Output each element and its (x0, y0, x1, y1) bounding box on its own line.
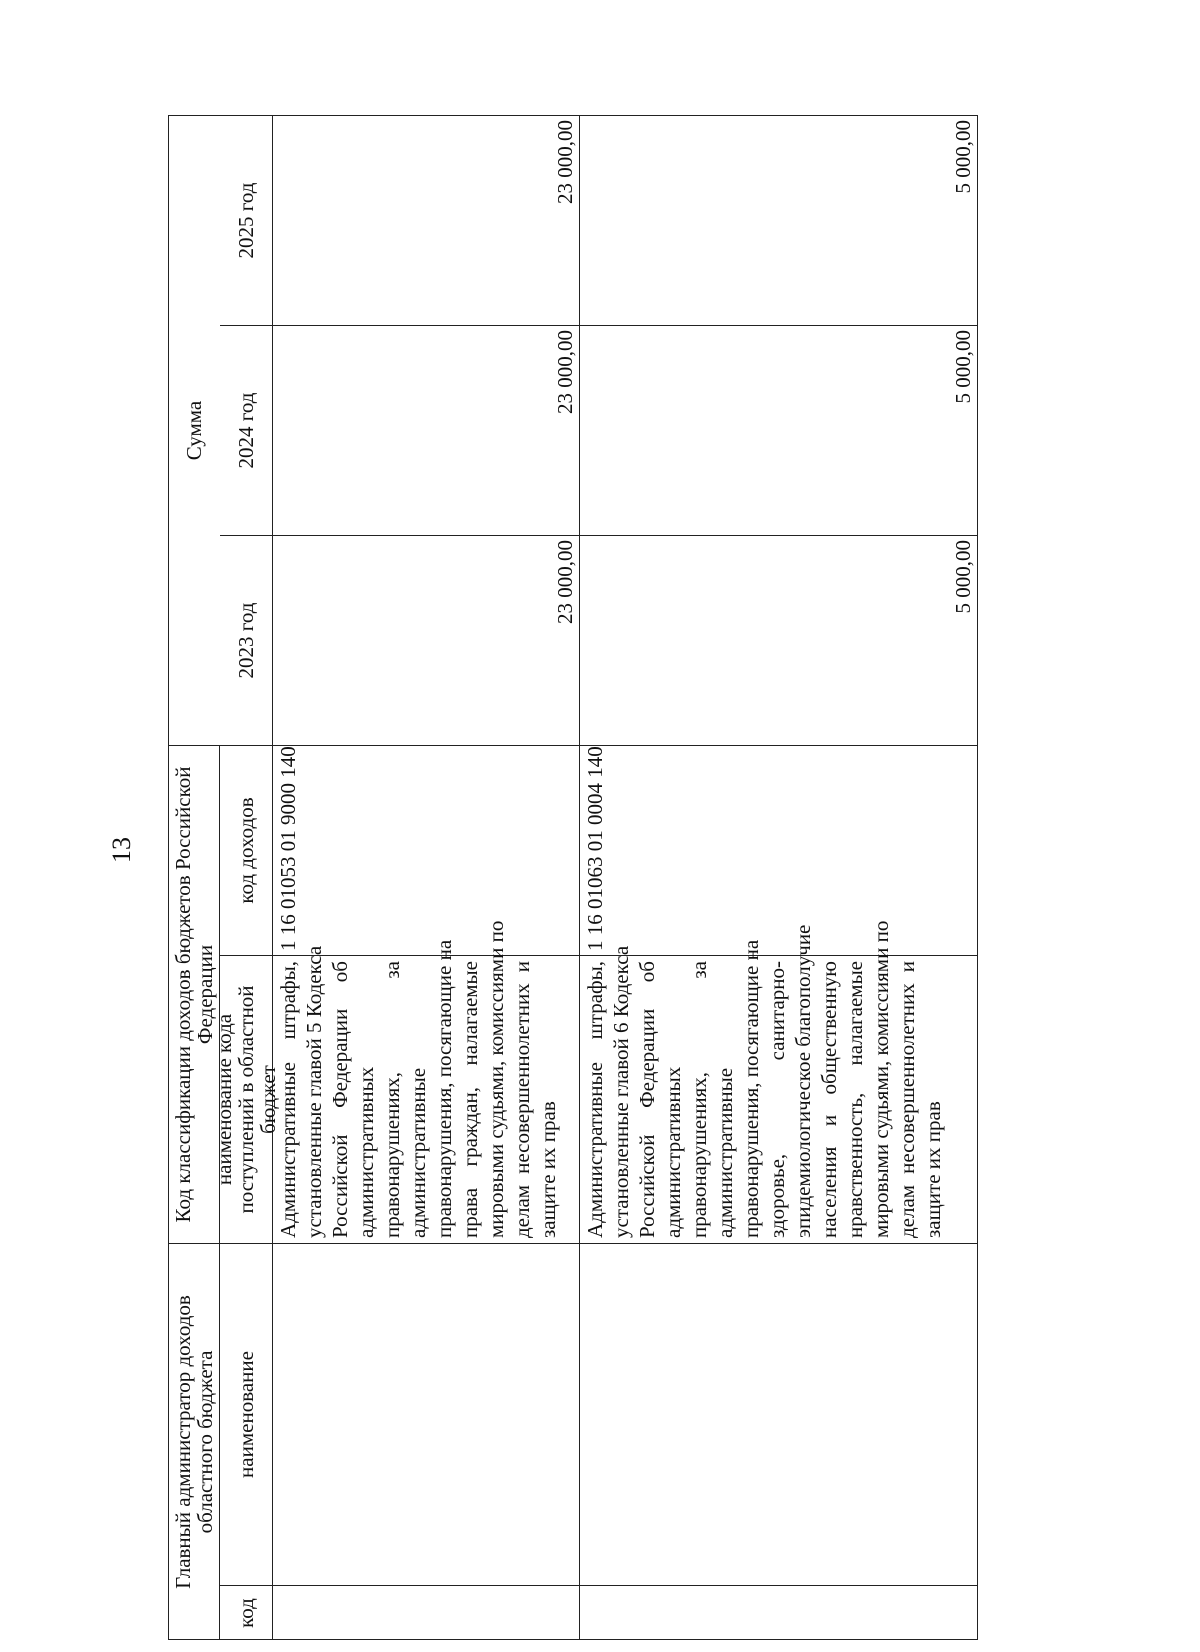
row1-sum-2024: 23 000,00 (273, 325, 580, 535)
desc-line: населения и общественную (817, 961, 841, 1238)
desc-line: правонарушениях, за (380, 961, 404, 1238)
header-income-name: наименование кода поступлений в областной бюджет (220, 955, 273, 1243)
header-admin-code: код (220, 1585, 273, 1640)
row1-sum-2023: 23 000,00 (273, 535, 580, 745)
desc-line: Российской Федерации об (328, 961, 352, 1238)
desc-line: здоровье, санитарно- (765, 961, 789, 1238)
desc-line: правонарушениях, за (687, 961, 711, 1238)
desc-line: делам несовершеннолетних и (510, 961, 534, 1238)
header-classification-group: Код классификации доходов бюджетов Российской Федерации (168, 745, 220, 1243)
desc-line: правонарушения, посягающие на (432, 939, 456, 1238)
row2-admin-code (580, 1585, 978, 1640)
desc-line: защите их прав (921, 1101, 945, 1238)
row2-sum-2023: 5 000,00 (580, 535, 978, 745)
row1-income-name (273, 920, 580, 1243)
desc-line: Административные штрафы, (583, 961, 607, 1238)
desc-line: административные (406, 1067, 430, 1238)
row2-admin-name (580, 1243, 978, 1585)
page-number-text: 13 (107, 837, 136, 863)
page-number (102, 820, 142, 880)
desc-line: установленные главой 6 Кодекса (609, 945, 633, 1238)
header-sum-group: Сумма (168, 115, 220, 745)
desc-line: защите их прав (536, 1101, 560, 1238)
income-table (168, 115, 978, 1640)
desc-line: делам несовершеннолетних и (895, 961, 919, 1238)
row2-income-code: 1 16 01063 01 0004 140 (580, 745, 978, 955)
desc-line: мировыми судьями, комиссиями по (484, 920, 508, 1238)
row2-income-name (580, 920, 978, 1243)
header-admin-name: наименование (220, 1243, 273, 1585)
desc-line: административных (354, 1066, 378, 1238)
desc-line: права граждан, налагаемые (458, 961, 482, 1238)
desc-line: мировыми судьями, комиссиями по (869, 920, 893, 1238)
desc-line: административных (661, 1066, 685, 1238)
header-year-2025: 2025 год (220, 115, 273, 325)
row1-admin-name (273, 1243, 580, 1585)
header-year-2023: 2023 год (220, 535, 273, 745)
desc-line: Административные штрафы, (276, 961, 300, 1238)
row1-income-code: 1 16 01053 01 9000 140 (273, 745, 580, 955)
row2-sum-2024: 5 000,00 (580, 325, 978, 535)
desc-line: установленные главой 5 Кодекса (302, 945, 326, 1238)
desc-line: административные (713, 1067, 737, 1238)
header-year-2024: 2024 год (220, 325, 273, 535)
desc-line: нравственность, налагаемые (843, 961, 867, 1238)
row1-sum-2025: 23 000,00 (273, 115, 580, 325)
header-admin-group: Главный администратор доходов областного бюджета (168, 1243, 220, 1640)
header-income-code: код доходов (220, 745, 273, 955)
row2-sum-2025: 5 000,00 (580, 115, 978, 325)
desc-line: правонарушения, посягающие на (739, 939, 763, 1238)
desc-line: эпидемиологическое благополучие (791, 924, 815, 1238)
row1-admin-code (273, 1585, 580, 1640)
desc-line: Российской Федерации об (635, 961, 659, 1238)
